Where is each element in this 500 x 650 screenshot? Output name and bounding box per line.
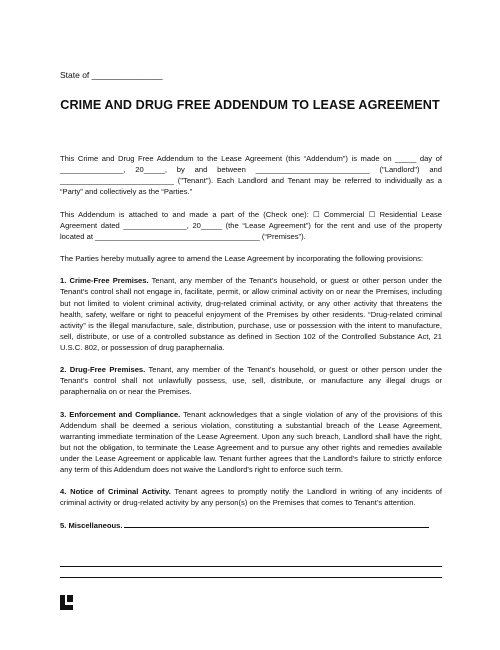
document-title: CRIME AND DRUG FREE ADDENDUM TO LEASE AGREEMENT — [60, 98, 440, 112]
section-crime-free — [60, 275, 442, 353]
section-drug-free — [60, 364, 442, 397]
section-enforcement — [60, 409, 442, 476]
section-notice — [60, 486, 442, 508]
section-title: 5. Miscellaneous. — [60, 520, 123, 530]
legal-templates-logo-icon — [60, 595, 73, 610]
state-line[interactable]: State of _______________ — [60, 70, 163, 80]
section-title: 3. Enforcement and Compliance. — [60, 409, 181, 419]
section-text: Tenant acknowledges that a single violation of any of the provisions of this Addendum shall be deemed a serious violation, constituting a substantial breach of the Lease Agreement, warranting immediate termination of the Lease Agreement. Upon any such breach, Landlord shall have the right, but not the obligation, to terminate the Lease Agreement and to pursue any other rights and remedies available under the Lease Agreement or applicable law. Tenant further agrees that the Landlord's failure to strictly enforce any term of this Addendum does not waive the Landlord's right to enforce such term. — [60, 409, 443, 475]
agree-paragraph: The Parties hereby mutually agree to amend the Lease Agreement by incorporating the following provisions: — [60, 254, 424, 264]
section-text: Tenant, any member of the Tenant’s household, or guest or other person under the Tenant’s control shall not unlawfully possess, use, sell, distribute, or manufacture any illegal drugs or paraphernalia on or near the Premises. — [60, 365, 442, 397]
miscellaneous-blank-line[interactable] — [124, 520, 429, 528]
attached-paragraph[interactable]: This Addendum is attached to and made a part of the (Check one): ☐ Commercial ☐ Residential Lease Agreement dated _______________, 20_____ (the “Lease Agreement”) for the rent and use of the property located at _______________________________________ (“Premises”). — [60, 209, 442, 241]
miscellaneous-blank-line-3[interactable] — [60, 577, 442, 578]
document-body — [60, 153, 442, 531]
section-text: Tenant, any member of the Tenant's household, or guest or other person under the Tenant’s control shall not engage in, facilitate, permit, or allow criminal activity on or near the Premises, including but not limited to violent criminal activity, drug-related criminal activity, or any other activity that threatens the health, safety, welfare or right to peaceful enjoyment of the Premises by other residents. “Drug-related criminal activity” is the illegal manufacture, sale, distribution, purchase, use or possession with the intent to manufacture, sell, distribute, or use of a controlled substance as defined in Section 102 of the Controlled Substance Act, 21 U.S.C. 802, or possession of drug paraphernalia. — [60, 276, 443, 352]
section-title: 2. Drug-Free Premises. — [60, 365, 146, 375]
intro-paragraph[interactable]: This Crime and Drug Free Addendum to the Lease Agreement (this “Addendum”) is made on _____ day of _______________, 20_____, by and between ___________________________ ("Landlord") and ___________________________ ("Tenant"). Each Landlord and Tenant may be referred to individually as a “Party” and collectively as the “Parties.” — [60, 154, 442, 197]
section-text: Tenant agrees to promptly notify the Landlord in writing of any incidents of criminal activity or drug-related activity by any person(s) on the Premises that comes to Tenant’s attention. — [60, 487, 442, 508]
miscellaneous-blank-line-2[interactable] — [60, 566, 442, 567]
section-title: 4. Notice of Criminal Activity. — [60, 487, 171, 497]
section-title: 1. Crime-Free Premises. — [60, 276, 149, 286]
section-miscellaneous — [60, 520, 442, 531]
